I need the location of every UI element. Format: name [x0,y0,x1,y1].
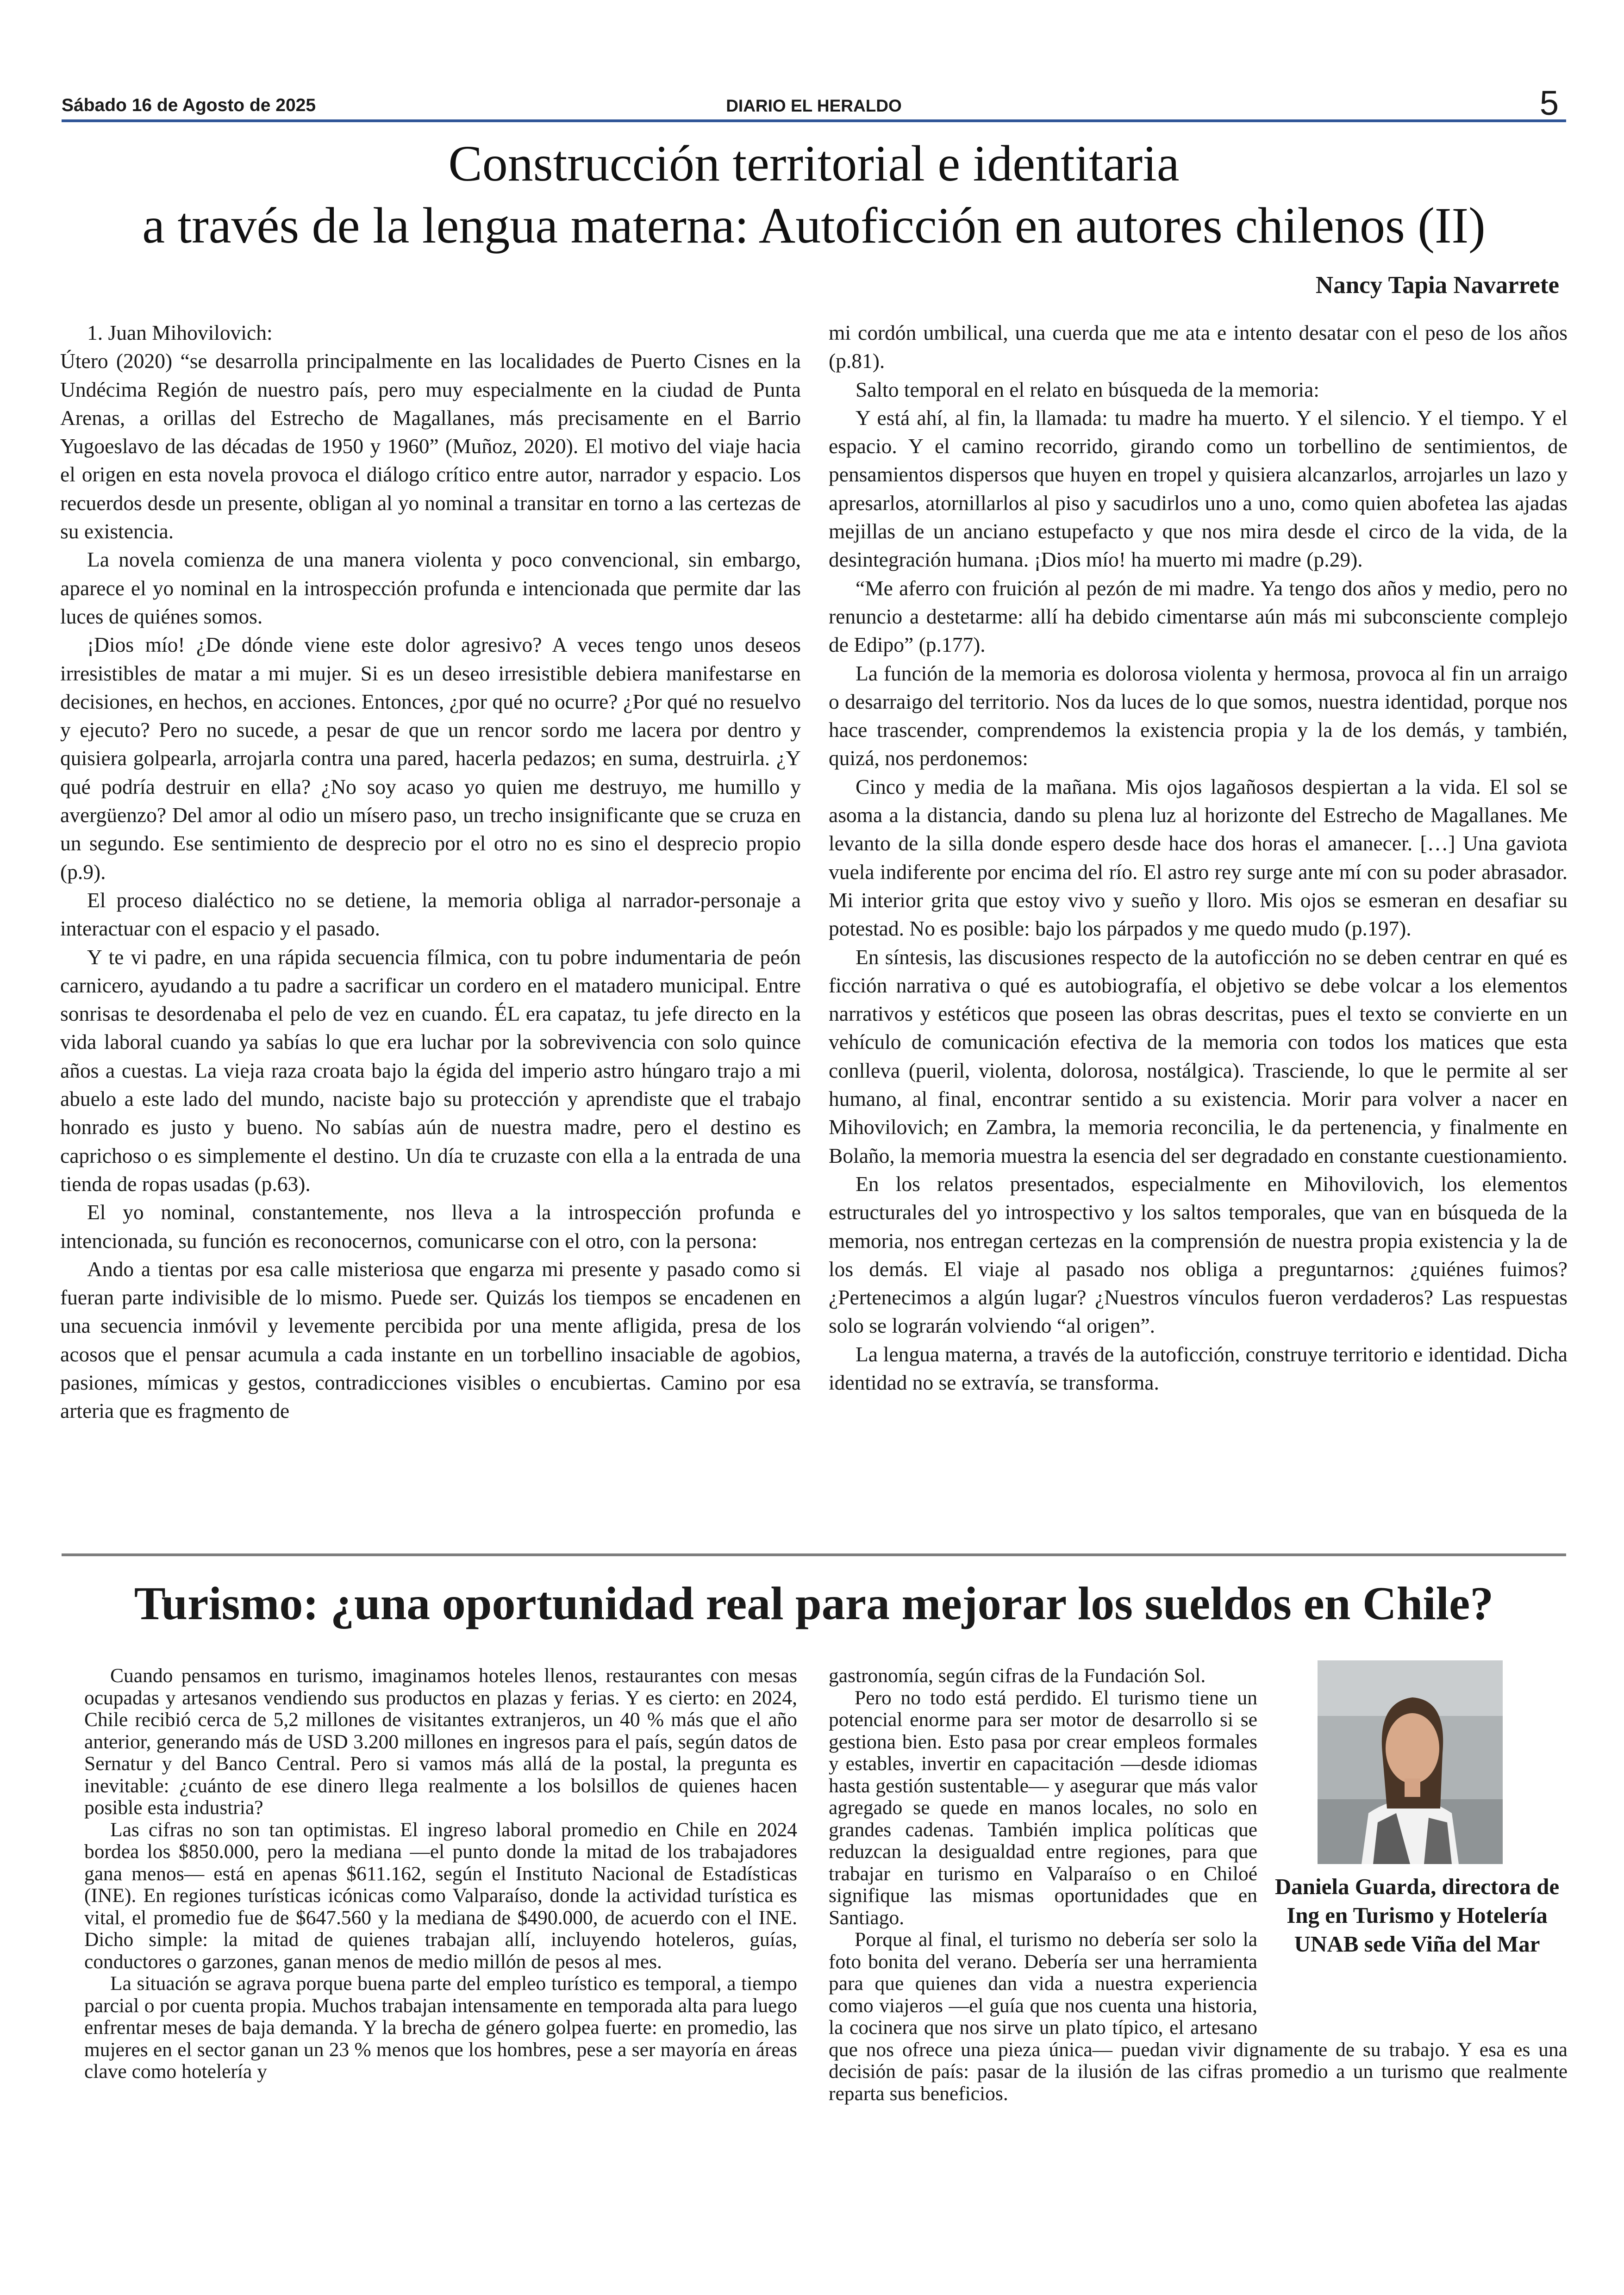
article1-column-left [60,318,801,1425]
article2-paragraph: Porque al final, el turismo no debería ser solo la foto bonita del verano. Debería ser una herramienta para que quienes dan vida a nuestra experiencia como viajeros —el guía que nos cuenta una historia, la cocinera que nos sirve un plato típico, el artesano que nos ofrece una pieza única— puedan vivir dignamente de su trabajo. Y esa es una decisión de país: pasar de la ilusión de las cifras promedio a un turismo que realmente reparta sus beneficios. [829,1928,1568,2105]
article1-quote: mi cordón umbilical, una cuerda que me ata e intento desatar con el peso de los años (p.81). [829,321,1568,373]
article1-paragraph: La novela comienza de una manera violenta y poco convencional, sin embargo, aparece el yo nominal en la introspección profunda e intencionada que permite dar las luces de quiénes somos. [60,548,801,628]
article1-paragraph: El yo nominal, constantemente, nos lleva a la introspección profunda e intencionada, su función es reconocernos, comunicarse con el otro, con la persona: [60,1200,801,1253]
article1-author: Nancy Tapia Navarrete [1315,272,1559,299]
article2-column-left [84,1665,797,2083]
article2-column-right [829,1665,1568,2105]
author-photo [1318,1660,1503,1864]
header-rule [62,119,1566,122]
article1-title [62,132,1566,256]
page-header [62,84,1566,123]
article1-paragraph: Salto temporal en el relato en búsqueda de la memoria: [856,377,1319,401]
article2-paragraph: Cuando pensamos en turismo, imaginamos hoteles llenos, restaurantes con mesas ocupadas y artesanos vendiendo sus productos en plazas y ferias. Y es cierto: en 2024, Chile recibió cerca de 5,2 millones de visitantes extranjeros, un 40 % más que el año anterior, generando más de USD 3.200 millones en ingresos para el país, según datos de Sernatur y del Banco Central. Pero si vamos más allá de la postal, la pregunta es inevitable: ¿cuánto de ese dinero llega realmente a los bolsillos de quienes hacen posible esta industria? [84,1665,797,1819]
article1-quote: Ando a tientas por esa calle misteriosa que engarza mi presente y pasado como si fueran parte indivisible de lo mismo. Puede ser. Quizás los tiempos se encadenen en una secuencia inmóvil y levemente percibida por una mente afligida, presa de los acosos que el pensar acumula a cada instante en un torbellino insaciable de agobios, pasiones, mímicas y gestos, contradicciones visibles o encubiertas. Camino por esa arteria que es fragmento de [60,1257,801,1423]
article-divider [62,1553,1566,1556]
article1-paragraph: Útero (2020) “se desarrolla principalmente en las localidades de Puerto Cisnes en la Undécima Región de nuestro país, pero muy especialmente en la ciudad de Punta Arenas, a orillas del Estrecho de Magallanes, más precisamente en el Barrio Yugoeslavo de las décadas de 1950 y 1960” (Muñoz, 2020). El motivo del viaje hacia el origen en esta novela provoca el diálogo crítico entre autor, narrador y espacio. Los recuerdos desde un presente, obligan al yo nominal a transitar en torno a las certezas de su existencia. [60,349,801,543]
article1-paragraph: 1. Juan Mihovilovich: [87,321,273,344]
article2-paragraph: Pero no todo está perdido. El turismo tiene un potencial enorme para ser motor de desarrollo si se gestiona bien. Esto pasa por crear empleos formales y estables, invertir en capacitación —desde idiomas hasta gestión sustentable— y asegurar que más valor agregado se quede en manos locales, no solo en grandes cadenas. También implica políticas que reduzcan la desigualdad entre regiones, para que trabajar en turismo en Valparaíso o en Chiloé signifique las mismas oportunidades que en Santiago. [829,1686,1257,1929]
article1-title-line2: a través de la lengua materna: Autoficción en autores chilenos (II) [142,197,1486,254]
article1-quote: “Me aferro con fruición al pezón de mi madre. Ya tengo dos años y medio, pero no renuncio a destetarme: allí ha debido cimentarse aún más mi subconsciente complejo de Edipo” (p.177). [829,576,1568,657]
newspaper-name: DIARIO EL HERALDO [726,96,902,115]
article2-paragraph: La situación se agrava porque buena parte del empleo turístico es temporal, a tiempo parcial o por cuenta propia. Muchos trabajan intensamente en temporada alta para luego enfrentar meses de baja demanda. Y la brecha de género golpea fuerte: en promedio, las mujeres en el sector ganan un 23 % menos que los hombres, pese a ser mayoría en áreas clave como hotelería y [84,1972,797,2083]
article2-title: Turismo: ¿una oportunidad real para mejorar los sueldos en Chile? [134,1578,1494,1630]
portrait-illustration [1318,1660,1503,1864]
article1-paragraph: En síntesis, las discusiones respecto de la autoficción no se deben centrar en qué es ficción narrativa o qué es autobiografía, el objetivo se debe volcar a los elementos narrativos y estéticos que poseen las obras descritas, pues el texto se convierte en un vehículo de comunicación efectiva de la memoria con todos los matices que esta conlleva (pueril, violenta, dolorosa, nostálgica). Trasciende, lo que le permite al ser humano, al final, encontrar sentido a su existencia. Morir para volver a nacer en Mihovilovich; en Zambra, la memoria reconcilia, le da pertenencia, y finalmente en Bolaño, la memoria muestra la esencia del ser degradado en constante cuestionamiento. [829,945,1568,1167]
article1-title-line1: Construcción territorial e identitaria [448,135,1180,192]
article1-quote: ¡Dios mío! ¿De dónde viene este dolor agresivo? A veces tengo unos deseos irresistibles de matar a mi mujer. Si es un deseo irresistible debiera manifestarse en decisiones, en hechos, en acciones. Entonces, ¿por qué no ocurre? ¿Por qué no resuelvo y ejecuto? Pero no sucede, a pesar de que un rencor sordo me lacera por dentro y quisiera golpearla, arrojarla contra una pared, hacerla pedazos; en suma, destruirla. ¿Y qué podría destruir en ella? ¿No soy acaso yo quien me destruyo, me humillo y avergüenzo? Del amor al odio un mísero paso, un trecho insignificante que se cruza en un segundo. Ese sentimiento de desprecio por el otro no es sino el desprecio propio (p.9). [60,633,801,884]
article2-paragraph: gastronomía, según cifras de la Fundación Sol. [829,1665,1206,1687]
article1-paragraph: La función de la memoria es dolorosa violenta y hermosa, provoca al fin un arraigo o desarraigo del territorio. Nos da luces de lo que somos, nuestra identidad, porque nos hace trascender, comprendemos la existencia propia y la de los demás, y también, quizá, nos perdonemos: [829,661,1568,770]
issue-date: Sábado 16 de Agosto de 2025 [62,95,316,115]
photo-box [1267,1660,1568,2031]
article1-quote: Y está ahí, al fin, la llamada: tu madre ha muerto. Y el silencio. Y el tiempo. Y el espacio. Y el camino recorrido, girando como un torbellino de sentimientos, de pensamientos dispersos que huyen en tropel y quisiera alcanzarlos, arrojarles un lazo y apresarlos, atornillarlos al piso y sacudirlos uno a uno, como quien abofetea las ajadas mejillas de un anciano estupefacto y que nos mira desde el circo de la vida, de la desintegración humana. ¡Dios mío! ha muerto mi madre (p.29). [829,405,1568,572]
article2-paragraph: Las cifras no son tan optimistas. El ingreso laboral promedio en Chile en 2024 bordea los $850.000, pero la mediana —el punto donde la mitad de los trabajadores gana menos— está en apenas $611.162, según el Instituto Nacional de Estadísticas (INE). En regiones turísticas icónicas como Valparaíso, donde la actividad turística es vital, el promedio fue de $647.560 y la mediana de $490.000, de acuerdo con el INE. Dicho simple: la mitad de quienes trabajan allí, incluyendo hoteleros, guías, conductores o garzones, ganan menos de medio millón de pesos al mes. [84,1818,797,1973]
article1-paragraph: El proceso dialéctico no se detiene, la memoria obliga al narrador-personaje a interactuar con el espacio y el pasado. [60,888,801,941]
article1-quote: Cinco y media de la mañana. Mis ojos lagañosos despiertan a la vida. El sol se asoma a la distancia, dando su plena luz al horizonte del Estrecho de Magallanes. Me levanto de la silla donde espero desde hace dos horas el amanecer. […] Una gaviota vuela indiferente por encima del río. El astro rey surge ante mí con su poder abrasador. Mi interior grita que estoy vivo y sueño y lloro. Mis ojos se esmeran en desafiar su potestad. No es posible: bajo los párpados y me quedo mudo (p.197). [829,774,1568,941]
article1-paragraph: En los relatos presentados, especialmente en Mihovilovich, los elementos estructurales del yo introspectivo y los saltos temporales, que van en búsqueda de la memoria, nos entregan certezas en la comprensión de nuestra propia existencia y la de los demás. El viaje al pasado nos obliga a preguntarnos: ¿quiénes fuimos? ¿Pertenecimos a algún lugar? ¿Nuestros vínculos fueron verdaderos? Las respuestas solo se lograrán volviendo “al origen”. [829,1172,1568,1338]
photo-caption: Daniela Guarda, directora de Ing en Turismo y Hotelería UNAB sede Viña del Mar [1274,1874,1560,1957]
article1-quote: Y te vi padre, en una rápida secuencia fílmica, con tu pobre indumentaria de peón carnicero, ayudando a tu padre a sacrificar un cordero en el matadero municipal. Entre sonrisas te desordenaba el pelo de vez en cuando. ÉL era capataz, tu jefe directo en la vida laboral cuando ya sabías lo que era luchar por la sobrevivencia con solo quince años a cuestas. La vieja raza croata bajo la égida del imperio astro húngaro trajo a mi abuelo a este lado del mundo, naciste bajo su protección y aprendiste que el trabajo honrado es justo y bueno. No sabías aún de nuestra madre, pero el destino es caprichoso o es simplemente el destino. Un día te cruzaste con ella a la entrada de una tienda de ropas usadas (p.63). [60,945,801,1196]
article1-column-right [829,318,1568,1397]
article1-paragraph: La lengua materna, a través de la autoficción, construye territorio e identidad. Dicha identidad no se extravía, se transforma. [829,1342,1568,1394]
page-number: 5 [1539,84,1559,122]
